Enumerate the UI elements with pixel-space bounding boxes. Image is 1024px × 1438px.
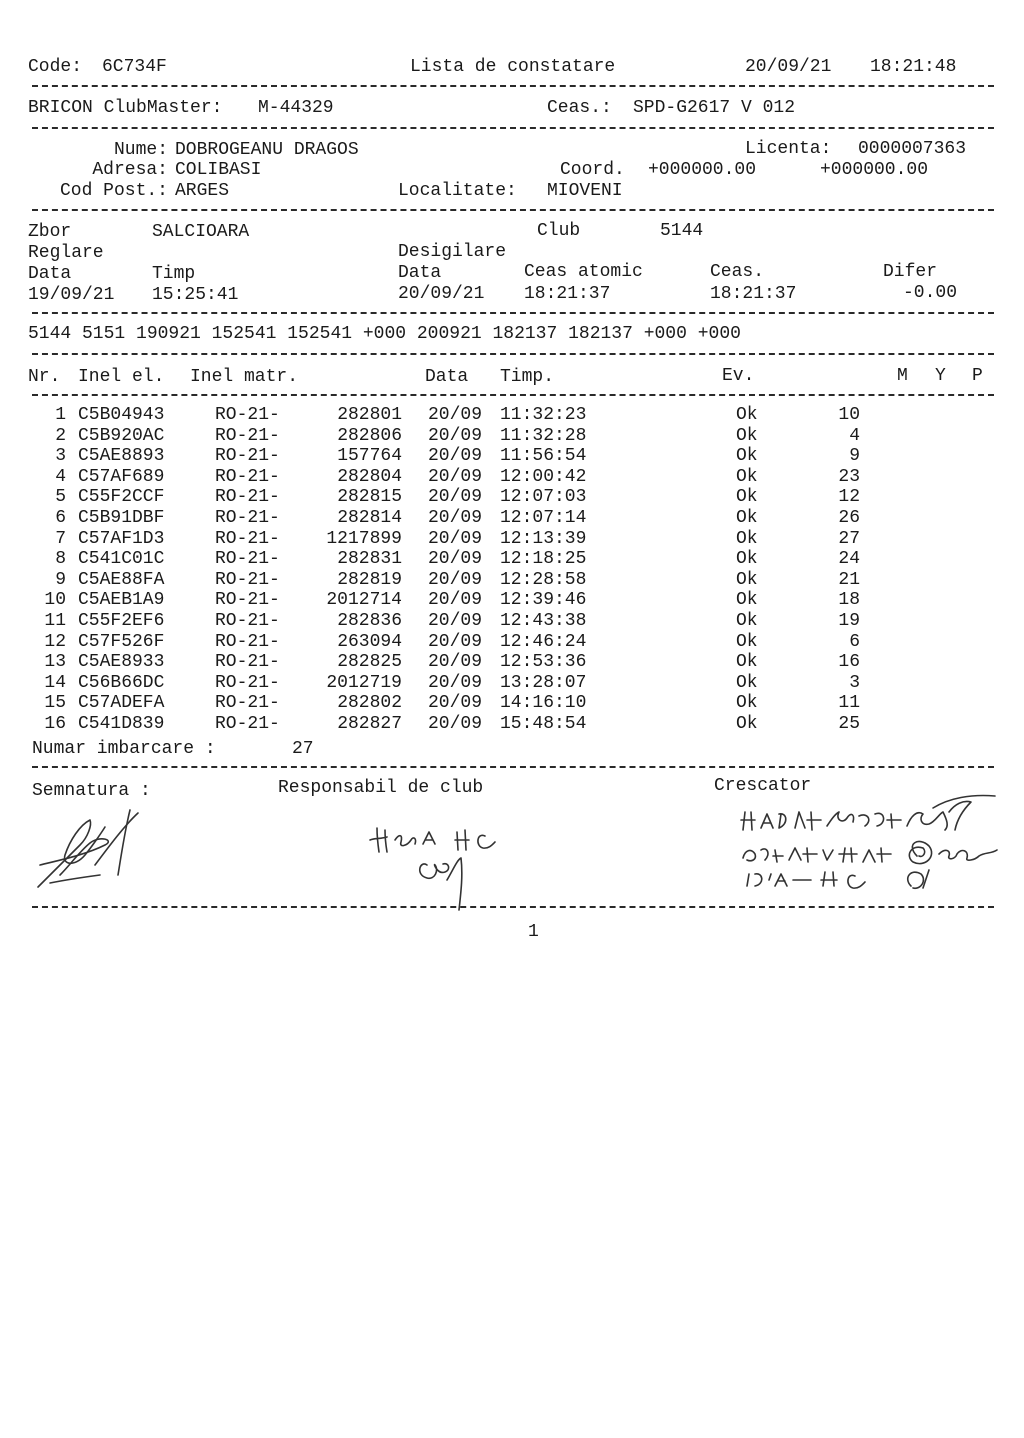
cell-position: 26	[838, 508, 860, 528]
desigilare-label: Desigilare	[398, 242, 507, 262]
clubmaster-label: BRICON ClubMaster:	[28, 98, 223, 118]
cell-ring-number: 282806	[337, 425, 402, 446]
table-row	[0, 426, 1024, 447]
desig-data-label: Data	[398, 263, 442, 283]
cell-nr: 6	[55, 508, 66, 528]
zbor-value: SALCIOARA	[152, 222, 250, 242]
cell-ring-number: 282804	[337, 466, 402, 487]
cell-nr: 13	[44, 652, 66, 673]
cell-position: 27	[838, 528, 860, 549]
reglare-date: 19/09/21	[28, 285, 115, 305]
cell-date: 20/09	[428, 672, 483, 693]
locality-value: MIOVENI	[547, 181, 623, 201]
postal-label: Cod Post.:	[59, 181, 168, 201]
cell-time: 12:07:03	[500, 487, 587, 508]
cell-date: 20/09	[428, 508, 483, 528]
ceas-label: Ceas.	[710, 262, 765, 282]
table-row	[0, 405, 1024, 426]
cell-nr: 12	[44, 631, 66, 652]
cell-ev: Ok	[736, 569, 758, 590]
col-p-header: P	[972, 366, 983, 386]
cell-nr: 11	[44, 611, 66, 631]
imbarcare-label: Numar imbarcare :	[32, 739, 216, 759]
cell-ev: Ok	[736, 549, 758, 570]
cell-ev: Ok	[736, 714, 758, 734]
table-row	[0, 632, 1024, 653]
cell-nr: 5	[55, 487, 66, 508]
license-value: 0000007363	[858, 139, 967, 159]
atomic-time: 18:21:37	[524, 284, 611, 304]
cell-time: 13:28:07	[500, 672, 587, 693]
cell-ev: Ok	[736, 693, 758, 714]
cell-ring-prefix: RO-21-	[215, 631, 280, 652]
cell-inel-el: C55F2CCF	[78, 487, 165, 508]
cell-ring-number: 282831	[337, 549, 402, 570]
cell-date: 20/09	[428, 466, 483, 487]
cell-position: 16	[838, 652, 860, 673]
cell-inel-el: C56B66DC	[78, 672, 165, 693]
cell-ring-number: 282819	[337, 569, 402, 590]
cell-ring-number: 282815	[337, 487, 402, 508]
cell-ring-number: 282801	[337, 405, 402, 425]
cell-ev: Ok	[736, 528, 758, 549]
cell-ev: Ok	[736, 508, 758, 528]
cell-position: 18	[838, 590, 860, 611]
cell-ev: Ok	[736, 590, 758, 611]
cell-ev: Ok	[736, 611, 758, 631]
separator	[32, 209, 994, 211]
crescator-label: Crescator	[714, 776, 812, 796]
col-inel-matr-header: Inel matr.	[190, 367, 299, 387]
cell-position: 19	[838, 611, 860, 631]
address-value: COLIBASI	[175, 160, 262, 180]
col-timp-header: Timp.	[500, 367, 555, 387]
handwritten-signature-1	[30, 805, 150, 895]
cell-ev: Ok	[736, 405, 758, 425]
cell-nr: 3	[55, 446, 66, 467]
cell-ring-prefix: RO-21-	[215, 528, 280, 549]
page-number: 1	[528, 922, 539, 942]
header-date: 20/09/21	[745, 57, 832, 77]
cell-nr: 8	[55, 549, 66, 570]
cell-inel-el: C541D839	[78, 714, 165, 734]
reglare-time: 15:25:41	[152, 285, 239, 305]
cell-position: 12	[838, 487, 860, 508]
table-row	[0, 529, 1024, 550]
flight-code-line: 5144 5151 190921 152541 152541 +000 200921 182137 182137 +000 +000	[28, 324, 741, 344]
cell-ring-prefix: RO-21-	[215, 549, 280, 570]
cell-inel-el: C541C01C	[78, 549, 165, 570]
cell-time: 11:32:28	[500, 425, 587, 446]
cell-ring-number: 282825	[337, 652, 402, 673]
table-row	[0, 611, 1024, 632]
cell-nr: 1	[55, 405, 66, 425]
cell-position: 9	[849, 446, 860, 467]
cell-time: 12:07:14	[500, 508, 587, 528]
clock-value: SPD-G2617 V 012	[633, 98, 796, 118]
cell-time: 12:39:46	[500, 590, 587, 611]
cell-ev: Ok	[736, 466, 758, 487]
col-data-header: Data	[425, 367, 469, 387]
cell-date: 20/09	[428, 631, 483, 652]
cell-ev: Ok	[736, 631, 758, 652]
cell-nr: 16	[44, 714, 66, 734]
cell-time: 11:56:54	[500, 446, 587, 467]
cell-nr: 9	[55, 569, 66, 590]
col-nr-header: Nr.	[28, 367, 61, 387]
cell-inel-el: C5AEB1A9	[78, 590, 165, 611]
desig-date: 20/09/21	[398, 284, 485, 304]
header-time: 18:21:48	[870, 57, 957, 77]
coord-label: Coord.	[560, 160, 625, 180]
table-row	[0, 714, 1024, 735]
ceas-time: 18:21:37	[710, 284, 797, 304]
separator	[32, 906, 994, 908]
reglare-label: Reglare	[28, 243, 104, 263]
cell-nr: 7	[55, 528, 66, 549]
cell-ring-prefix: RO-21-	[215, 569, 280, 590]
coord-y: +000000.00	[820, 160, 929, 180]
code-label: Code:	[28, 57, 83, 77]
cell-ev: Ok	[736, 672, 758, 693]
cell-time: 12:28:58	[500, 569, 587, 590]
cell-position: 23	[838, 466, 860, 487]
cell-ring-number: 282814	[337, 508, 402, 528]
cell-ring-number: 282827	[337, 714, 402, 734]
cell-time: 11:32:23	[500, 405, 587, 425]
cell-ev: Ok	[736, 487, 758, 508]
cell-ring-number: 282802	[337, 693, 402, 714]
cell-position: 25	[838, 714, 860, 734]
handwritten-signature-2	[365, 820, 515, 915]
locality-label: Localitate:	[398, 181, 517, 201]
difer-label: Difer	[883, 262, 938, 282]
cell-time: 12:18:25	[500, 549, 587, 570]
code-value: 6C734F	[102, 57, 167, 77]
cell-time: 12:53:36	[500, 652, 587, 673]
clubmaster-value: M-44329	[258, 98, 334, 118]
cell-time: 12:00:42	[500, 466, 587, 487]
cell-inel-el: C5B920AC	[78, 425, 165, 446]
cell-ring-prefix: RO-21-	[215, 446, 280, 467]
cell-ring-prefix: RO-21-	[215, 508, 280, 528]
cell-ring-prefix: RO-21-	[215, 672, 280, 693]
cell-date: 20/09	[428, 425, 483, 446]
cell-inel-el: C5AE8893	[78, 446, 165, 467]
cell-ring-number: 2012719	[326, 672, 402, 693]
cell-ring-number: 282836	[337, 611, 402, 631]
coord-x: +000000.00	[648, 160, 757, 180]
separator	[32, 127, 994, 129]
license-label: Licenta:	[745, 139, 832, 159]
zbor-label: Zbor	[28, 222, 72, 242]
cell-ring-prefix: RO-21-	[215, 693, 280, 714]
address-label: Adresa:	[92, 160, 168, 180]
table-row	[0, 508, 1024, 529]
separator	[32, 85, 994, 87]
cell-ring-number: 2012714	[326, 590, 402, 611]
cell-inel-el: C5AE88FA	[78, 569, 165, 590]
cell-date: 20/09	[428, 611, 483, 631]
cell-date: 20/09	[428, 528, 483, 549]
cell-nr: 2	[55, 425, 66, 446]
club-label: Club	[537, 221, 581, 241]
table-row	[0, 467, 1024, 488]
cell-position: 6	[849, 631, 860, 652]
cell-time: 12:13:39	[500, 528, 587, 549]
col-m-header: M	[897, 366, 908, 386]
cell-inel-el: C5AE8933	[78, 652, 165, 673]
cell-date: 20/09	[428, 446, 483, 467]
cell-time: 14:16:10	[500, 693, 587, 714]
name-label: Nume:	[113, 140, 168, 160]
reglare-data-label: Data	[28, 264, 72, 284]
cell-time: 12:43:38	[500, 611, 587, 631]
table-row	[0, 446, 1024, 467]
cell-ring-prefix: RO-21-	[215, 652, 280, 673]
postal-value: ARGES	[175, 181, 230, 201]
cell-ring-prefix: RO-21-	[215, 714, 280, 734]
table-row	[0, 673, 1024, 694]
cell-nr: 15	[44, 693, 66, 714]
reglare-timp-label: Timp	[152, 264, 196, 284]
cell-ring-prefix: RO-21-	[215, 590, 280, 611]
cell-ring-prefix: RO-21-	[215, 425, 280, 446]
atomic-clock-label: Ceas atomic	[524, 262, 643, 282]
club-value: 5144	[660, 221, 704, 241]
cell-nr: 14	[44, 672, 66, 693]
cell-date: 20/09	[428, 405, 483, 425]
cell-ev: Ok	[736, 652, 758, 673]
separator	[32, 353, 994, 355]
cell-date: 20/09	[428, 714, 483, 734]
table-row	[0, 570, 1024, 591]
owner-name: DOBROGEANU DRAGOS	[175, 140, 359, 160]
cell-date: 20/09	[428, 487, 483, 508]
table-row	[0, 549, 1024, 570]
col-ev-header: Ev.	[722, 366, 755, 386]
cell-time: 15:48:54	[500, 714, 587, 734]
semnatura-label: Semnatura :	[32, 781, 151, 801]
cell-position: 4	[849, 425, 860, 446]
cell-inel-el: C5B04943	[78, 405, 165, 425]
cell-date: 20/09	[428, 693, 483, 714]
col-y-header: Y	[935, 366, 946, 386]
cell-date: 20/09	[428, 569, 483, 590]
handwritten-signature-3	[735, 790, 1005, 910]
cell-position: 24	[838, 549, 860, 570]
table-row	[0, 487, 1024, 508]
cell-position: 11	[838, 693, 860, 714]
col-inel-el-header: Inel el.	[78, 367, 165, 387]
cell-time: 12:46:24	[500, 631, 587, 652]
separator	[32, 394, 994, 396]
table-row	[0, 693, 1024, 714]
cell-ring-number: 1217899	[326, 528, 402, 549]
cell-inel-el: C57AF1D3	[78, 528, 165, 549]
cell-ev: Ok	[736, 425, 758, 446]
cell-ev: Ok	[736, 446, 758, 467]
cell-inel-el: C57F526F	[78, 631, 165, 652]
cell-nr: 4	[55, 466, 66, 487]
cell-ring-number: 157764	[337, 446, 402, 467]
cell-inel-el: C57AF689	[78, 466, 165, 487]
responsabil-label: Responsabil de club	[278, 778, 484, 798]
cell-position: 3	[849, 672, 860, 693]
cell-ring-prefix: RO-21-	[215, 405, 280, 425]
cell-inel-el: C55F2EF6	[78, 611, 165, 631]
cell-ring-prefix: RO-21-	[215, 611, 280, 631]
cell-ring-number: 263094	[337, 631, 402, 652]
difer-value: -0.00	[902, 283, 957, 303]
cell-date: 20/09	[428, 652, 483, 673]
separator	[32, 312, 994, 314]
cell-date: 20/09	[428, 590, 483, 611]
cell-date: 20/09	[428, 549, 483, 570]
imbarcare-value: 27	[292, 739, 314, 759]
table-row	[0, 652, 1024, 673]
table-row	[0, 590, 1024, 611]
cell-nr: 10	[44, 590, 66, 611]
cell-ring-prefix: RO-21-	[215, 487, 280, 508]
document-title: Lista de constatare	[410, 57, 616, 77]
cell-inel-el: C5B91DBF	[78, 508, 165, 528]
separator	[32, 766, 994, 768]
clock-label: Ceas.:	[547, 98, 612, 118]
cell-inel-el: C57ADEFA	[78, 693, 165, 714]
cell-ring-prefix: RO-21-	[215, 466, 280, 487]
cell-position: 10	[838, 405, 860, 425]
cell-position: 21	[838, 569, 860, 590]
